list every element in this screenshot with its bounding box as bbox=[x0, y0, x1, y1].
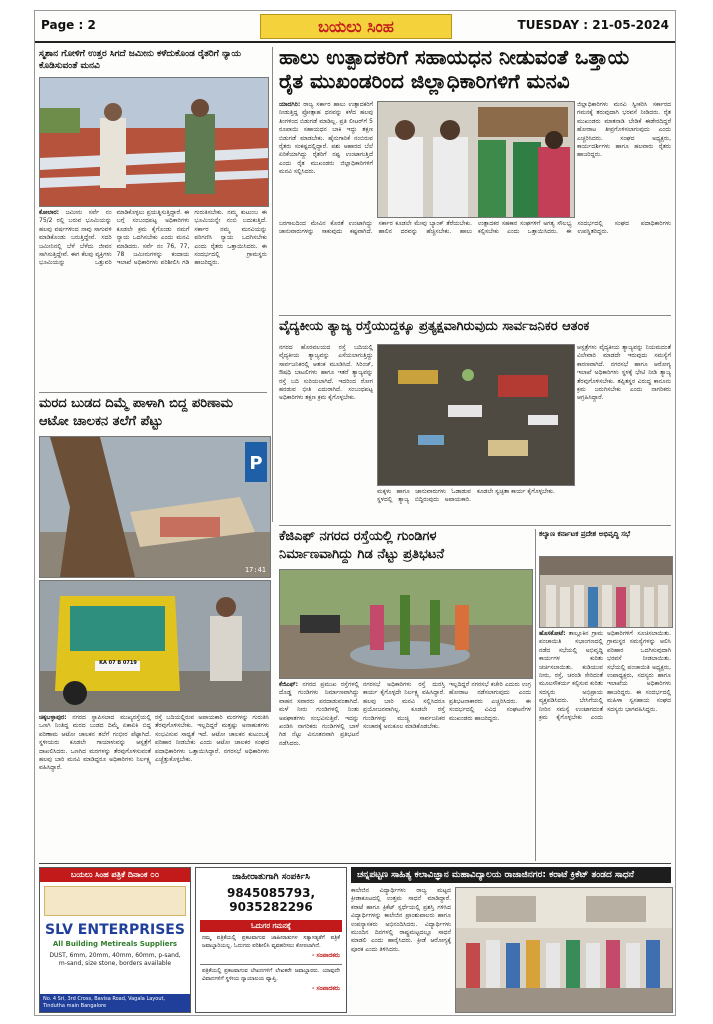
photo-pothole-protest bbox=[279, 569, 533, 679]
photo-auto-driver bbox=[39, 580, 271, 712]
section-divider bbox=[279, 315, 671, 316]
photo-memorandum-submission bbox=[377, 101, 575, 218]
issue-date: TUESDAY : 21-05-2024 bbox=[517, 18, 669, 32]
photo-college-team bbox=[455, 887, 673, 1013]
ad-slv-address: No. 4 Sri, 3rd Cross, Bavisa Road, Vagala Layout, Tindutha main Bangalore bbox=[40, 994, 190, 1012]
photo-fallen-tree bbox=[39, 436, 271, 578]
ad-slv-company: SLV ENTERPRISES bbox=[45, 922, 185, 938]
auto-number-plate: KA 07 B 0719 bbox=[99, 660, 137, 666]
column-divider bbox=[272, 47, 273, 522]
ad-slv-enterprises bbox=[39, 867, 191, 1013]
section-divider bbox=[39, 392, 267, 393]
ad-contact-box bbox=[195, 867, 347, 1013]
ad-contact-phones: 9845085793, 9035282296 bbox=[226, 886, 316, 914]
body-tree-col1: ಚಿಕ್ಕಬಳ್ಳಾಪುರ: ನಗರದ ಸ್ಥಾಪಿಸಲಾದ ಮುಖ್ಯರಸ್ತೆಯಲ್ಲಿ ಒಣಗಿ ನಿಂತಿದ್ದ ಮರದ ಬುಡದ ದಿಮ್ಮೆ ಏಕಾಏಕಿ ಬಿದ್ದ ಪರಿಣಾಮ ಆಟೋ ಚಾಲಕನ ತಲೆಗೆ ಗಂಭೀರ ಪೆಟ್ಟಾಗಿದೆ. ಸ್ಥಳೀಯರು ಕೂಡಲೇ ಗಾಯಾಳುವನ್ನು ಆಸ್ಪತ್ರೆಗೆ ದಾಖಲಿಸಿದರು. ಒಣಗಿದ ಮರಗಳನ್ನು ತೆರವುಗೊಳಿಸುವಂತೆ ಹಲವು ಬಾರಿ ಮನವಿ ಮಾಡಿದ್ದರೂ ಅಧಿಕಾರಿಗಳು ನಿರ್ಲಕ್ಷ್ಯ ವಹಿಸಿದ್ದಾರೆ. bbox=[39, 714, 151, 772]
masthead bbox=[35, 11, 675, 43]
body-tree-col2: ರಸ್ತೆ ಬದಿಯಲ್ಲಿರುವ ಅಪಾಯಕಾರಿ ಮರಗಳನ್ನು ಗುರುತಿಸಿ ತೆರವುಗೊಳಿಸಬೇಕು. ಇಲ್ಲದಿದ್ದರೆ ಮತ್ತಷ್ಟು ಅನಾಹುತಗಳು ಸಂಭವಿಸುವ ಸಾಧ್ಯತೆ ಇದೆ. ಆಟೋ ಚಾಲಕನ ಕುಟುಂಬಕ್ಕೆ ಪರಿಹಾರ ನೀಡಬೇಕು ಎಂದು ಆಟೋ ಚಾಲಕರ ಸಂಘದ ಪದಾಧಿಕಾರಿಗಳು ಒತ್ತಾಯಿಸಿದ್ದಾರೆ. ನಗರಸಭೆ ಅಧಿಕಾರಿಗಳು ಎಚ್ಚೆತ್ತುಕೊಳ್ಳಬೇಕು. bbox=[155, 714, 269, 764]
body-medical-bottom: ಮಕ್ಕಳು ಹಾಗೂ ಜಾನುವಾರುಗಳು ಓಡಾಡುವ ಸ್ಥಳದಲ್ಲಿ ತ್ಯಾಜ್ಯ ಬಿದ್ದಿರುವುದು ಅಪಾಯಕಾರಿ. ಕೂಡಲೇ ಸ್ವಚ್ಛತಾ ಕಾರ್ಯ ಕೈಗೊಳ್ಳಬೇಕು. bbox=[377, 488, 555, 504]
page-number: Page : 2 bbox=[41, 18, 96, 32]
ad-slv-header: ಬಯಲು ಸಿಂಹ ಪತ್ರಿಕೆ ದಿನಾಂಕ ೦೦ bbox=[40, 868, 190, 882]
body-medical-right: ಆಸ್ಪತ್ರೆಗಳು ವೈದ್ಯಕೀಯ ತ್ಯಾಜ್ಯವನ್ನು ನಿಯಮದಂತೆ ವಿಲೇವಾರಿ ಮಾಡದೇ ಇರುವುದು ಸಮಸ್ಯೆಗೆ ಕಾರಣವಾಗಿದೆ. ನಗರಸಭೆ ಹಾಗೂ ಆರೋಗ್ಯ ಇಲಾಖೆ ಅಧಿಕಾರಿಗಳು ಸ್ಥಳಕ್ಕೆ ಭೇಟಿ ನೀಡಿ ತ್ಯಾಜ್ಯ ತೆರವುಗೊಳಿಸಬೇಕು. ತಪ್ಪಿತಸ್ಥರ ವಿರುದ್ಧ ಕಾನೂನು ಕ್ರಮ ಜರುಗಿಸಬೇಕು ಎಂದು ನಾಗರಿಕರು ಆಗ್ರಹಿಸಿದ್ದಾರೆ. bbox=[577, 344, 671, 402]
ad-contact-header: ಜಾಹೀರಾತುಗಾಗಿ ಸಂಪರ್ಕಿಸಿ bbox=[232, 872, 310, 882]
headline-milk-subsidy: ಹಾಲು ಉತ್ಪಾದಕರಿಗೆ ಸಹಾಯಧನ ನೀಡುವಂತೆ ಒತ್ತಾಯ ರೈತ ಮುಖಂಡರಿಂದ ಜಿಲ್ಲಾಧಿಕಾರಿಗಳಿಗೆ ಮನವಿ bbox=[279, 45, 630, 93]
ad-slv-items: DUST, 6mm, 20mm, 40mm, 60mm, p-sand, m-sand, size stone, borders available bbox=[49, 952, 181, 967]
reader-notice-signature: - ಸಂಪಾದಕರು bbox=[311, 952, 340, 959]
bottom-divider bbox=[39, 863, 671, 864]
headline-land-plea: ಸ್ಮಶಾನ ಗೋಳಿಗೆ ಉತ್ತರ ಸಿಗದೆ ಜಮೀನು ಕಳೆದುಕೊಂಡ ರೈತರಿಗೆ ನ್ಯಾಯ ಕೊಡಿಸುವಂತೆ ಮನವಿ bbox=[39, 49, 242, 71]
reader-notice-body: ನಮ್ಮ ಪತ್ರಿಕೆಯಲ್ಲಿ ಪ್ರಕಟವಾಗುವ ಜಾಹೀರಾತುಗಳ ಸತ್ಯಾಸತ್ಯತೆಗೆ ಪತ್ರಿಕೆ ಜವಾಬ್ದಾರಿಯಲ್ಲ. ಓದುಗರು ಪರಿಶೀಲಿಸಿ ವ್ಯವಹರಿಸಲು ಕೋರಲಾಗಿದೆ. bbox=[202, 935, 340, 949]
photo-medical-waste bbox=[377, 344, 575, 486]
body-college-sports: ಕಾಲೇಜಿನ ವಿದ್ಯಾರ್ಥಿಗಳು ರಾಜ್ಯ ಮಟ್ಟದ ಕ್ರೀಡಾಕೂಟದಲ್ಲಿ ಉತ್ತಮ ಸಾಧನೆ ಮಾಡಿದ್ದಾರೆ. ಕರಾಟೆ ಹಾಗೂ ಕ್ರಿಕೆಟ್ ಸ್ಪರ್ಧೆಯಲ್ಲಿ ಪ್ರಶಸ್ತಿ ಗಳಿಸಿದ ವಿದ್ಯಾರ್ಥಿಗಳನ್ನು ಕಾಲೇಜಿನ ಪ್ರಾಂಶುಪಾಲರು ಹಾಗೂ ಉಪನ್ಯಾಸಕರು ಅಭಿನಂದಿಸಿದರು. ವಿದ್ಯಾರ್ಥಿಗಳು ಮುಂದಿನ ದಿನಗಳಲ್ಲಿ ರಾಷ್ಟ್ರಮಟ್ಟದಲ್ಲೂ ಸಾಧನೆ ಮಾಡಲಿ ಎಂದು ಹಾರೈಸಿದರು. ಕ್ರೀಡೆ ಆರೋಗ್ಯಕ್ಕೆ ಪೂರಕ ಎಂದು ತಿಳಿಸಿದರು. bbox=[351, 887, 451, 953]
photo-timestamp: 17:41 bbox=[244, 566, 266, 574]
headline-tree-accident: ಮರದ ಬುಡದ ದಿಮ್ಮೆ ಪಾಳಾಗಿ ಬಿದ್ದ ಪರಿಣಾಮ ಆಟೋ ಚಾಲಕನ ತಲೆಗೆ ಪೆಟ್ಟು bbox=[39, 396, 234, 429]
column-divider bbox=[535, 529, 536, 861]
body-medical-left: ನಗರದ ಹೊರವಲಯದ ರಸ್ತೆ ಬದಿಯಲ್ಲಿ ವೈದ್ಯಕೀಯ ತ್ಯಾಜ್ಯವನ್ನು ಎಸೆಯಲಾಗುತ್ತಿದ್ದು ಸಾರ್ವಜನಿಕರಲ್ಲಿ ಆತಂಕ ಮೂಡಿಸಿದೆ. ಸಿರಿಂಜ್, ಔಷಧಿ ಬಾಟಲಿಗಳು ಹಾಗೂ ಇತರೆ ತ್ಯಾಜ್ಯವನ್ನು ರಸ್ತೆ ಬದಿ ಸುರಿಯಲಾಗಿದೆ. ಇದರಿಂದ ರೋಗ ಹರಡುವ ಭೀತಿ ಎದುರಾಗಿದೆ. ಸಂಬಂಧಪಟ್ಟ ಅಧಿಕಾರಿಗಳು ತಕ್ಷಣ ಕ್ರಮ ಕೈಗೊಳ್ಳಬೇಕು. bbox=[279, 344, 373, 402]
photo-meeting-group bbox=[539, 556, 673, 628]
body-milk-col2: ಬರಗಾಲದಿಂದ ಮೇವಿನ ಕೊರತೆ ಉಂಟಾಗಿದ್ದು ಜಾನುವಾರುಗಳನ್ನು ಸಾಕುವುದು ಕಷ್ಟವಾಗಿದೆ. ಸರ್ಕಾರ ಕೂಡಲೇ ಮೇವು ಬ್ಯಾಂಕ್ ತೆರೆಯಬೇಕು. ಹಾಲಿನ ದರವನ್ನು ಹೆಚ್ಚಿಸಬೇಕು. ಹಾಲು ಉತ್ಪಾದಕರ ಸಹಕಾರ ಸಂಘಗಳಿಗೆ ಅಗತ್ಯ ಸೌಲಭ್ಯ ಕಲ್ಪಿಸಬೇಕು ಎಂದು ಒತ್ತಾಯಿಸಿದರು. ಈ ಸಂದರ್ಭದಲ್ಲಿ ಸಂಘದ ಪದಾಧಿಕಾರಿಗಳು ಉಪಸ್ಥಿತರಿದ್ದರು. bbox=[279, 220, 671, 236]
body-land-plea: ಕೋಲಾರ: ಜಮೀನು ಸರ್ವೆ ನಂ 75/2 ರಲ್ಲಿ ಬರುವ ಭೂಮಿಯನ್ನು ಹಲವು ವರ್ಷಗಳಿಂದ ನಾವು ಸಾಗುವಳಿ ಮಾಡಿಕೊಂಡು ಬರುತ್ತಿದ್ದೇವೆ. ಸದರಿ ಜಮೀನಿನಲ್ಲಿ ಬೆಳೆ ಬೆಳೆದು ಜೀವನ ಸಾಗಿಸುತ್ತಿದ್ದೇವೆ. ಈಗ ಕೆಲವು ವ್ಯಕ್ತಿಗಳು ಭೂಮಿಯನ್ನು ಒತ್ತುವರಿ ಮಾಡಿಕೊಳ್ಳಲು ಪ್ರಯತ್ನಿಸುತ್ತಿದ್ದಾರೆ. ಈ ಬಗ್ಗೆ ಸಂಬಂಧಪಟ್ಟ ಅಧಿಕಾರಿಗಳು ಕೂಡಲೇ ಕ್ರಮ ಕೈಗೊಂಡು ನಮಗೆ ನ್ಯಾಯ ಒದಗಿಸಬೇಕು ಎಂದು ಮನವಿ ಮಾಡಿದರು. ಸರ್ವೆ ನಂ 76, 77, 78 ಜಮೀನುಗಳನ್ನು ಕಂದಾಯ ಇಲಾಖೆ ಅಧಿಕಾರಿಗಳು ಪರಿಶೀಲಿಸಿ ಗಡಿ ಗುರುತಿಸಬೇಕು. ನಮ್ಮ ಕುಟುಂಬ ಈ ಭೂಮಿಯನ್ನೇ ನಂಬಿ ಬದುಕುತ್ತಿದೆ. ಸರ್ಕಾರ ನಮ್ಮ ಮನವಿಯನ್ನು ಪರಿಗಣಿಸಿ ನ್ಯಾಯ ಒದಗಿಸಬೇಕು ಎಂದು ರೈತರು ಒತ್ತಾಯಿಸಿದರು. ಈ ಸಂದರ್ಭದಲ್ಲಿ ಗ್ರಾಮಸ್ಥರು ಹಾಜರಿದ್ದರು. bbox=[39, 209, 267, 267]
body-milk-col3: ಜಿಲ್ಲಾಧಿಕಾರಿಗಳು ಮನವಿ ಸ್ವೀಕರಿಸಿ ಸರ್ಕಾರದ ಗಮನಕ್ಕೆ ತರುವುದಾಗಿ ಭರವಸೆ ನೀಡಿದರು. ರೈತ ಮುಖಂಡರು ಮಾತನಾಡಿ ಬೇಡಿಕೆ ಈಡೇರದಿದ್ದರೆ ಹೋರಾಟ ತೀವ್ರಗೊಳಿಸಲಾಗುವುದು ಎಂದು ಎಚ್ಚರಿಸಿದರು. ಸಂಘದ ಅಧ್ಯಕ್ಷರು, ಕಾರ್ಯದರ್ಶಿಗಳು ಹಾಗೂ ಹಲವಾರು ರೈತರು ಹಾಜರಿದ್ದರು. bbox=[577, 101, 671, 159]
headline-kgf-potholes: ಕೆಜಿಎಫ್ ನಗರದ ರಸ್ತೆಯಲ್ಲಿ ಗುಂಡಿಗಳ ನಿರ್ಮಾಣವಾಗಿದ್ದು ಗಿಡ ನೆಟ್ಟು ಪ್ರತಿಭಟನೆ bbox=[279, 529, 445, 562]
body-development-meeting: ಹೊಸಕೋಟೆ: ತಾಲ್ಲೂಕಿನ ಗ್ರಾಮ ಪಂಚಾಯಿತಿ ಸಭಾಂಗಣದಲ್ಲಿ ನಡೆದ ಸಭೆಯಲ್ಲಿ ಅಭಿವೃದ್ಧಿ ಕಾರ್ಯಗಳ ಕುರಿತು ಚರ್ಚಿಸಲಾಯಿತು. ಕುಡಿಯುವ ನೀರು, ರಸ್ತೆ, ಚರಂಡಿ ಸೇರಿದಂತೆ ಮೂಲಸೌಕರ್ಯ ಕಲ್ಪಿಸುವ ಕುರಿತು ಸದಸ್ಯರು ಅಭಿಪ್ರಾಯ ವ್ಯಕ್ತಪಡಿಸಿದರು. ಬೇಸಿಗೆಯಲ್ಲಿ ನೀರಿನ ಸಮಸ್ಯೆ ಉಂಟಾಗದಂತೆ ಕ್ರಮ ಕೈಗೊಳ್ಳಬೇಕು ಎಂದು ಅಧಿಕಾರಿಗಳಿಗೆ ಸೂಚಿಸಲಾಯಿತು. ಗ್ರಾಮಸ್ಥರ ಸಮಸ್ಯೆಗಳನ್ನು ಆಲಿಸಿ ಪರಿಹಾರ ಒದಗಿಸುವುದಾಗಿ ಭರವಸೆ ನೀಡಲಾಯಿತು. ಸಭೆಯಲ್ಲಿ ಪಂಚಾಯಿತಿ ಅಧ್ಯಕ್ಷರು, ಉಪಾಧ್ಯಕ್ಷರು, ಸದಸ್ಯರು ಹಾಗೂ ಇಲಾಖೆಯ ಅಧಿಕಾರಿಗಳು ಹಾಜರಿದ್ದರು. ಈ ಸಂದರ್ಭದಲ್ಲಿ ಮಹಿಳಾ ಸ್ವಸಹಾಯ ಸಂಘದ ಸದಸ್ಯರು ಭಾಗವಹಿಸಿದ್ದರು. bbox=[539, 630, 671, 722]
ad-slv-tagline: All Building Metireals Suppliers bbox=[52, 940, 178, 948]
headline-development-meeting: ಕಲ್ಯಾಣ ಕರ್ನಾಟಕ ಪ್ರದೇಶ ಅಭಿವೃದ್ಧಿ ಸಭೆ bbox=[539, 530, 631, 538]
body-kgf-col2: ನಗರಸಭೆ ಅಧಿಕಾರಿಗಳು ರಸ್ತೆ ದುರಸ್ತಿ ಕಾರ್ಯ ಕೈಗೊಳ್ಳದೇ ನಿರ್ಲಕ್ಷ್ಯ ವಹಿಸಿದ್ದಾರೆ. ಹಲವು ಬಾರಿ ಮನವಿ ಸಲ್ಲಿಸಿದರೂ ಪ್ರಯೋಜನವಾಗಿಲ್ಲ. ಕೂಡಲೇ ರಸ್ತೆ ಗುಂಡಿಗಳನ್ನು ಮುಚ್ಚಿ ಸಾರ್ವಜನಿಕರ ಸಂಚಾರಕ್ಕೆ ಅನುಕೂಲ ಮಾಡಿಕೊಡಬೇಕು. bbox=[363, 681, 445, 731]
ad-slv-deity-strip bbox=[44, 886, 186, 916]
newspaper-page bbox=[34, 10, 676, 1016]
section-divider bbox=[279, 525, 671, 526]
paper-name-logo: ಬಯಲು ಸಿಂಹ bbox=[260, 14, 452, 39]
photo-land-farmers bbox=[39, 77, 269, 207]
body-kgf-col3: ಇಲ್ಲದಿದ್ದರೆ ನಗರಸಭೆ ಕಚೇರಿ ಎದುರು ಉಗ್ರ ಹೋರಾಟ ನಡೆಸಲಾಗುವುದು ಎಂದು ಪ್ರತಿಭಟನಾಕಾರರು ಎಚ್ಚರಿಸಿದರು. ಈ ಸಂದರ್ಭದಲ್ಲಿ ವಿವಿಧ ಸಂಘಟನೆಗಳ ಮುಖಂಡರು ಹಾಜರಿದ್ದರು. bbox=[449, 681, 531, 722]
body-kgf-col1: ಕೆಜಿಎಫ್: ನಗರದ ಪ್ರಮುಖ ರಸ್ತೆಗಳಲ್ಲಿ ದೊಡ್ಡ ಗುಂಡಿಗಳು ನಿರ್ಮಾಣವಾಗಿದ್ದು ವಾಹನ ಸವಾರರು ಪರದಾಡುವಂತಾಗಿದೆ. ಮಳೆ ನೀರು ಗುಂಡಿಗಳಲ್ಲಿ ನಿಂತು ಅಪಘಾತಗಳು ಸಂಭವಿಸುತ್ತಿವೆ. ಇದನ್ನು ಖಂಡಿಸಿ ನಾಗರಿಕರು ಗುಂಡಿಗಳಲ್ಲಿ ಬಾಳೆ ಗಿಡ ನೆಟ್ಟು ವಿನೂತನವಾಗಿ ಪ್ರತಿಭಟನೆ ನಡೆಸಿದರು. bbox=[279, 681, 359, 747]
reader-notice-title: ಓದುಗರ ಗಮನಕ್ಕೆ bbox=[200, 920, 342, 932]
legal-notice-body: ಪತ್ರಿಕೆಯಲ್ಲಿ ಪ್ರಕಟವಾಗುವ ಲೇಖನಗಳಿಗೆ ಲೇಖಕರೇ ಜವಾಬ್ದಾರರು. ಯಾವುದೇ ವಿವಾದಗಳಿಗೆ ಸ್ಥಳೀಯ ನ್ಯಾಯಾಲಯ ವ್ಯಾಪ್ತಿ. bbox=[202, 968, 340, 982]
legal-notice-signature: - ಸಂಪಾದಕರು bbox=[311, 985, 340, 992]
headline-medical-waste: ವೈದ್ಯಕೀಯ ತ್ಯಾಜ್ಯ ರಸ್ತೆಯುದ್ದಕ್ಕೂ ಪ್ರತ್ಯಕ್ಷವಾಗಿರುವುದು ಸಾರ್ವಜನಿಕರ ಆತಂಕ bbox=[279, 319, 590, 334]
svg-text:P: P bbox=[249, 453, 263, 474]
body-milk-col1: ಯಾದಗಿರಿ: ರಾಜ್ಯ ಸರ್ಕಾರ ಹಾಲು ಉತ್ಪಾದಕರಿಗೆ ನೀಡುತ್ತಿದ್ದ ಪ್ರೋತ್ಸಾಹ ಧನವನ್ನು ಕಳೆದ ಹಲವು ತಿಂಗಳಿಂದ ಬಿಡುಗಡೆ ಮಾಡಿಲ್ಲ. ಪ್ರತಿ ಲೀಟರ್‌ಗೆ 5 ರೂಪಾಯಿ ಸಹಾಯಧನ ಬಾಕಿ ಇದ್ದು ತಕ್ಷಣ ಬಿಡುಗಡೆ ಮಾಡಬೇಕು. ಹೈನುಗಾರಿಕೆ ನಂಬಿರುವ ರೈತರು ಸಂಕಷ್ಟದಲ್ಲಿದ್ದಾರೆ. ಪಶು ಆಹಾರದ ಬೆಲೆ ಏರಿಕೆಯಾಗಿದ್ದು ರೈತರಿಗೆ ನಷ್ಟ ಉಂಟಾಗುತ್ತಿದೆ ಎಂದು ರೈತ ಮುಖಂಡರು ಜಿಲ್ಲಾಧಿಕಾರಿಗಳಿಗೆ ಮನವಿ ಸಲ್ಲಿಸಿದರು. bbox=[279, 101, 373, 176]
headline-college-sports: ಚನ್ನಪಟ್ಟಣ ಸಾಹಿತ್ಯ ಕಲಾವಿಜ್ಞಾನ ಮಹಾವಿದ್ಯಾಲಯ ರಾಜಾಜಿನಗರ: ಕರಾಟೆ ಕ್ರಿಕೆಟ್ ತಂಡದ ಸಾಧನೆ bbox=[351, 867, 671, 883]
